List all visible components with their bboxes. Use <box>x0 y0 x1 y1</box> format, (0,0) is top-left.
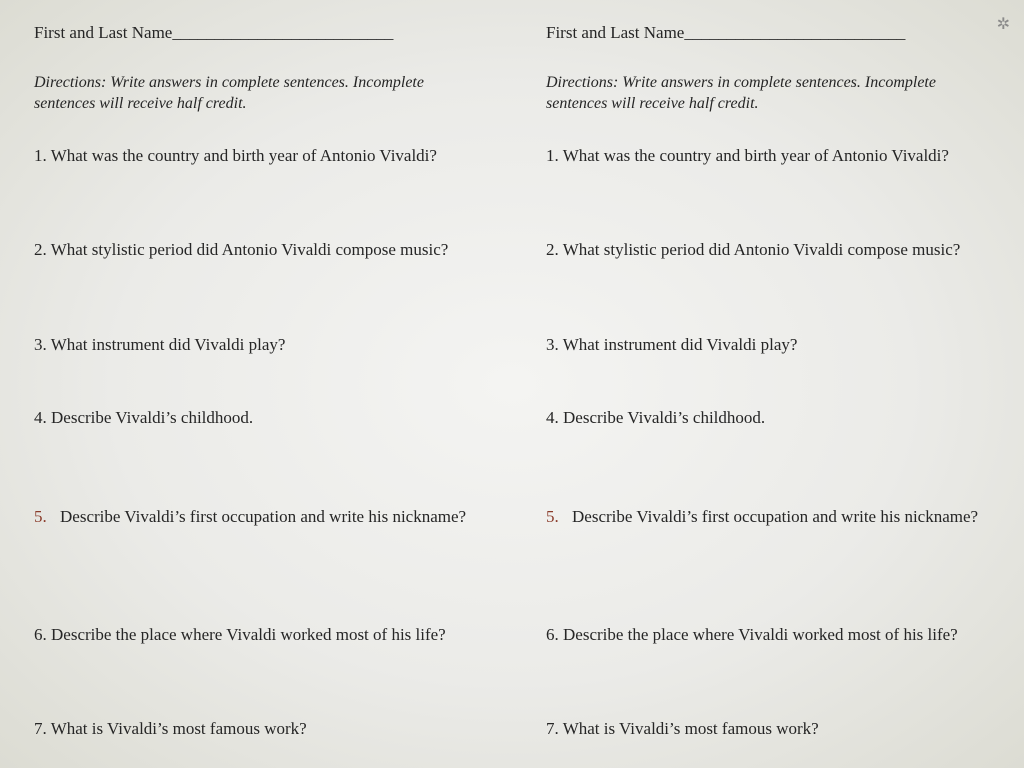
question-1: 1. What was the country and birth year of Antonio Vivaldi? <box>546 146 949 165</box>
question-3: 3. What instrument did Vivaldi play? <box>546 335 798 354</box>
worksheet-copy-right <box>546 0 1016 768</box>
question-2: 2. What stylistic period did Antonio Vivaldi compose music? <box>546 240 961 259</box>
directions-text: Directions: Write answers in complete sentences. Incomplete sentences will receive half credit. <box>546 74 936 112</box>
question-2: 2. What stylistic period did Antonio Vivaldi compose music? <box>34 240 449 259</box>
question-5-text: Describe Vivaldi’s first occupation and write his nickname? <box>572 507 979 526</box>
question-5-text: Describe Vivaldi’s first occupation and write his nickname? <box>60 507 467 526</box>
question-5 <box>34 506 474 527</box>
slide-bullet-star-icon: ✲ <box>996 16 1010 33</box>
name-field-label: First and Last Name__________________________ <box>546 23 906 42</box>
question-6: 6. Describe the place where Vivaldi worked most of his life? <box>546 625 958 644</box>
worksheet-copy-left <box>34 0 504 768</box>
question-5-number: 5. <box>546 507 559 526</box>
question-3: 3. What instrument did Vivaldi play? <box>34 335 286 354</box>
name-field-label: First and Last Name__________________________ <box>34 23 394 42</box>
question-7: 7. What is Vivaldi’s most famous work? <box>546 719 819 738</box>
question-5 <box>546 506 986 527</box>
question-5-number: 5. <box>34 507 47 526</box>
question-1: 1. What was the country and birth year of Antonio Vivaldi? <box>34 146 437 165</box>
question-4: 4. Describe Vivaldi’s childhood. <box>34 408 254 427</box>
question-7: 7. What is Vivaldi’s most famous work? <box>34 719 307 738</box>
directions-text: Directions: Write answers in complete sentences. Incomplete sentences will receive half credit. <box>34 74 424 112</box>
question-4: 4. Describe Vivaldi’s childhood. <box>546 408 766 427</box>
question-6: 6. Describe the place where Vivaldi worked most of his life? <box>34 625 446 644</box>
